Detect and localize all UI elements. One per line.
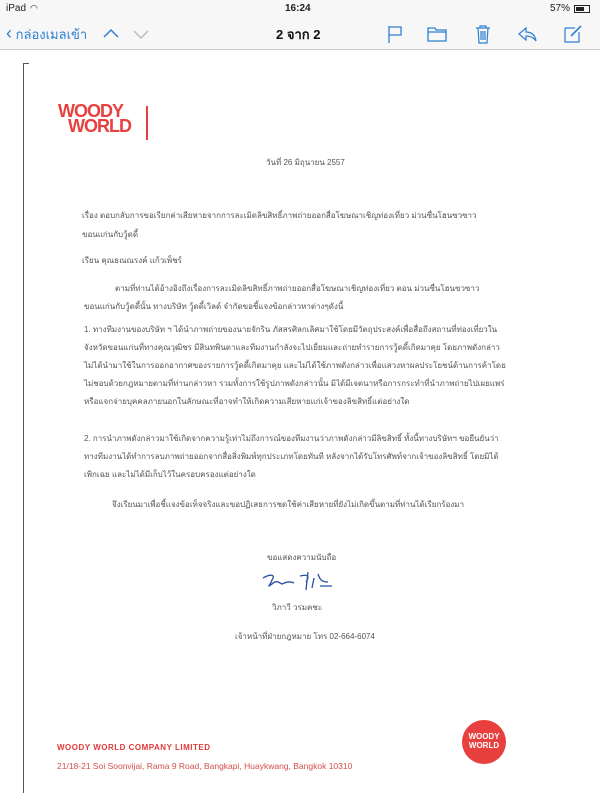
signature (258, 566, 338, 596)
point1-line: จังหวัดขอนแก่นที่ทางคุณวุฒิชร มีสินทพินตาและทีมงานกำลังจะไปเยี่ยมและถ่ายทำรายการวู้ดดี้เกิดมาคุย โดยภาพดังกล่าว (84, 343, 500, 352)
point2-line: ทางทีมงานได้ทำการลบภาพถ่ายออกจากสื่อสิ่งพิมพ์ทุกประเภทโดยทันที หลังจากได้รับโทรศัพท์จากเจ้าของลิขสิทธิ์ โดยมิได้ (84, 452, 499, 461)
intro-line: ตามที่ท่านได้อ้างอิงถึงเรื่องการละเมิดลิขสิทธิ์ภาพถ่ายออกสื่อโฆษณาเชิญท่องเที่ยว ตอน ม่วนซื่นโฮนซวซาว (115, 284, 480, 293)
chevron-up-icon[interactable] (100, 23, 122, 45)
subject-line: เรื่อง ตอบกลับการขอเรียกค่าเสียหายจากการละเมิดลิขสิทธิ์ภาพถ่ายออกสื่อโฆษณาเชิญท่องเที่ยว ม่วนซื่นโฮนซวซาว (82, 211, 477, 220)
chevron-left-icon: ‹ (6, 23, 12, 43)
clock: 16:24 (285, 3, 311, 14)
point1-line: 1. ทางทีมงานของบริษัท ฯ ได้นำภาพถ่ายของนายจักริน ภัสสรศิลกเลิศมาใช้โดยมีวัตถุประสงค์เพื่อสื่อถึงสถานที่ท่องเที่ยวใน (84, 325, 498, 334)
point1-line: หรือแจกจ่ายบุคคลภายนอกในลักษณะที่อาจทำให้เกิดความเสียหายแก่เจ้าของลิขสิทธิ์แต่อย่างใด (84, 397, 410, 406)
status-bar (0, 0, 600, 18)
logo-divider (146, 106, 148, 140)
woody-world-badge-logo: WOODY WORLD (462, 720, 506, 764)
trash-icon[interactable] (472, 23, 494, 45)
page-edge (23, 63, 29, 793)
company-address: 21/18-21 Soi Soonvijai, Rama 9 Road, Bangkapi, Huaykwang, Bangkok 10310 (57, 761, 353, 771)
signer-name: วิภาวี วรมคชะ (272, 603, 323, 612)
woody-world-logo: WOODY WORLD (58, 101, 131, 136)
subject-line: ขอนแก่นกับวู้ดดี้ (82, 230, 139, 239)
company-name: WOODY WORLD COMPANY LIMITED (57, 743, 211, 752)
closing-line: จึงเรียนมาเพื่อชี้แจงข้อเท็จจริงและขอปฏิเสธการชดใช้ค่าเสียหายที่ยังไม่เกิดขึ้นตามที่ท่านได้เรียกร้องมา (112, 500, 465, 509)
regards: ขอแสดงความนับถือ (267, 553, 337, 562)
letter-date: วันที่ 26 มิถุนายน 2557 (266, 158, 345, 167)
compose-icon[interactable] (562, 23, 584, 45)
signer-title: เจ้าหน้าที่ฝ่ายกฎหมาย โทร 02-664-6074 (235, 632, 375, 641)
reply-icon[interactable] (516, 23, 538, 45)
recipient: เรียน คุณธณณรงค์ แก้วเพ็ชร์ (82, 256, 182, 265)
wifi-icon: ◠ (30, 3, 38, 13)
device-label: iPad (6, 3, 27, 14)
point2-line: 2. การนำภาพดังกล่าวมาใช้เกิดจากความรู้เท่าไม่ถึงการณ์ของทีมงานว่าภาพดังกล่าวมีลิขสิทธิ์ ทั้งนี้ทางบริษัทฯ ขอยืนยันว่า (84, 434, 499, 443)
point1-line: ไม่ชอบด้วยกฎหมายตามที่ท่านกล่าวหา รวมทั้งการใช้รูปภาพดังกล่าวนั้น มิได้มีเจตนาหรือการกระทำที่นำภาพถ่ายไปเผยแพร่ (84, 379, 505, 388)
page-indicator: 2 จาก 2 (276, 27, 321, 42)
intro-line: ขอนแก่นกับวู้ดดี้นั้น ทางบริษัท วู้ดดี้เวิลด์ จำกัดขอชี้แจงข้อกล่าวหาต่างๆดังนี้ (84, 302, 344, 311)
battery-percent: 57% (550, 3, 571, 14)
chevron-down-icon[interactable] (130, 23, 152, 45)
point1-line: ไม่ได้นำมาใช้ในการออกอากาศของรายการวู้ดดี้เกิดมาคุย และไม่ได้ใช้ภาพดังกล่าวเพื่อแสวงหาผลประโยชน์ด้านการค้าโดย (84, 361, 506, 370)
back-button[interactable] (6, 24, 87, 45)
flag-icon[interactable] (384, 23, 406, 45)
battery-icon (574, 5, 590, 13)
point2-line: เพิกเฉย และไม่ได้มีเก็บไว้ในครอบครองแต่อย่างใด (84, 470, 256, 479)
folder-icon[interactable] (426, 23, 448, 45)
back-label: กล่องเมลเข้า (15, 27, 88, 42)
mail-toolbar (0, 18, 600, 50)
